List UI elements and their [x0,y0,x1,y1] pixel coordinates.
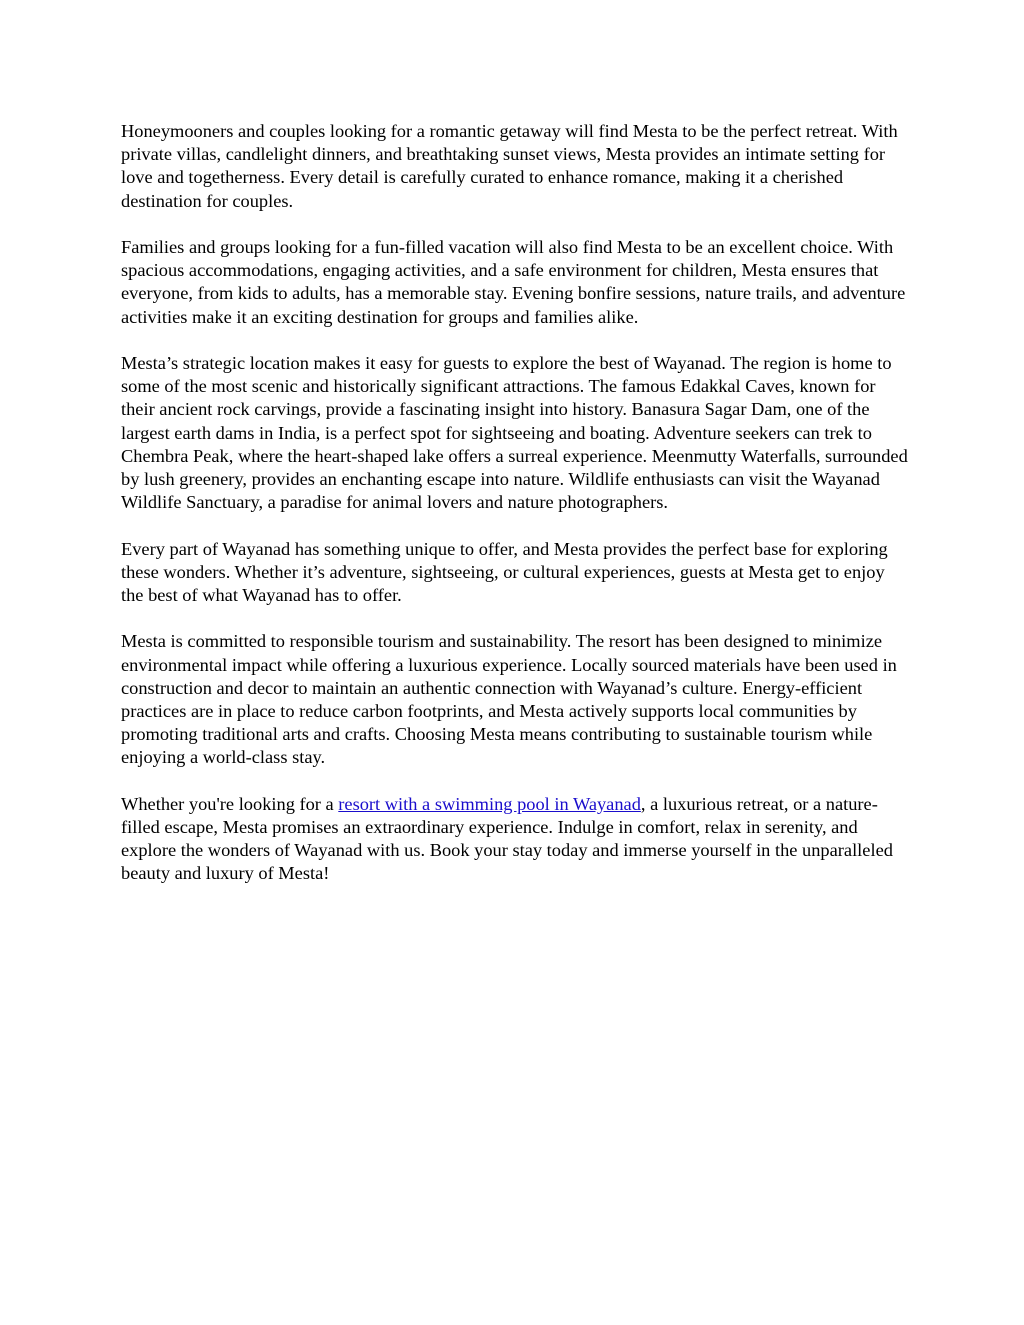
paragraph-location: Mesta’s strategic location makes it easy for guests to explore the best of Wayanad. The region is home to some of the most scenic and historically significant attractions. The famous Edakkal Caves, known for their ancient rock carvings, provide a fascinating insight into history. Banasura Sagar Dam, one of the largest earth dams in India, is a perfect spot for sightseeing and boating. Adventure seekers can trek to Chembra Peak, where the heart-shaped lake offers a surreal experience. Meenmutty Waterfalls, surrounded by lush greenery, provides an enchanting escape into nature. Wildlife enthusiasts can visit the Wayanad Wildlife Sanctuary, a paradise for animal lovers and nature photographers. [121,353,908,513]
paragraph-couples: Honeymooners and couples looking for a romantic getaway will find Mesta to be the perfect retreat. With private villas, candlelight dinners, and breathtaking sunset views, Mesta provides an intimate setting for love and togetherness. Every detail is carefully curated to enhance romance, making it a cherished destination for couples. [121,121,898,211]
closing-text-before-link: Whether you're looking for a [121,793,339,814]
document-body [121,120,911,909]
paragraph-wayanad-base: Every part of Wayanad has something unique to offer, and Mesta provides the perfect base for exploring these wonders. Whether it’s adventure, sightseeing, or cultural experiences, guests at Mesta get to enjoy the best of what Wayanad has to offer. [121,538,888,606]
paragraph-closing [121,793,911,886]
closing-text-after-link: , a luxurious retreat, or a nature-filled escape, Mesta promises an extraordinary experience. Indulge in comfort, relax in serenity, and explore the wonders of Wayanad with us. Book your stay today and immerse yourself in the unparalleled beauty and luxury of Mesta! [121,793,893,884]
swimming-pool-resort-link[interactable]: resort with a swimming pool in Wayanad [338,793,641,814]
paragraph-sustainability: Mesta is committed to responsible tourism and sustainability. The resort has been designed to minimize environmental impact while offering a luxurious experience. Locally sourced materials have been used in construction and decor to maintain an authentic connection with Wayanad’s culture. Energy-efficient practices are in place to reduce carbon footprints, and Mesta actively supports local communities by promoting traditional arts and crafts. Choosing Mesta means contributing to sustainable tourism while enjoying a world-class stay. [121,631,897,768]
paragraph-families: Families and groups looking for a fun-filled vacation will also find Mesta to be an excellent choice. With spacious accommodations, engaging activities, and a safe environment for children, Mesta ensures that everyone, from kids to adults, has a memorable stay. Evening bonfire sessions, nature trails, and adventure activities make it an exciting destination for groups and families alike. [121,237,906,327]
